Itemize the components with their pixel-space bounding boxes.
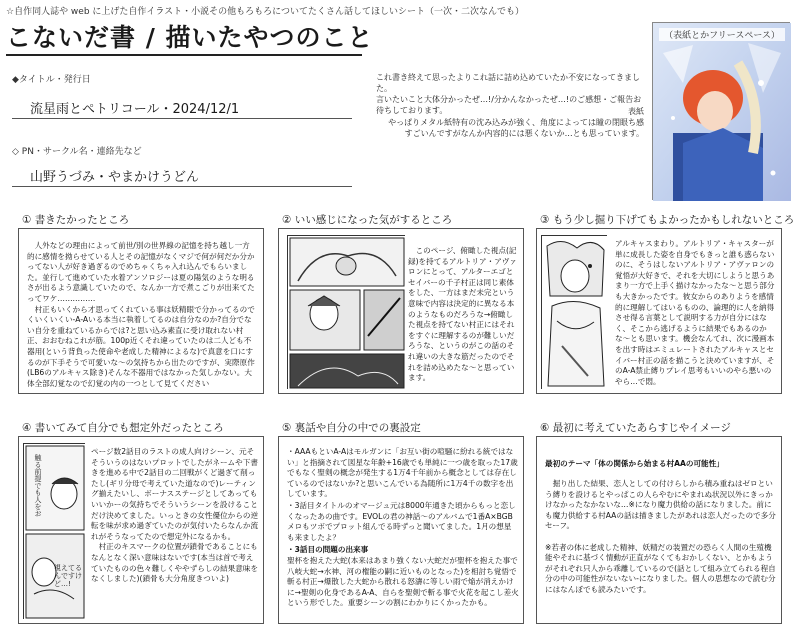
section-3-manga-panel bbox=[541, 235, 607, 389]
section-4-manga-panel bbox=[23, 443, 85, 619]
cover-illustration bbox=[653, 23, 791, 201]
free-space-label: （表紙とかフリースペース） bbox=[659, 28, 785, 41]
author-label: ◇ PN・サークル名・連絡先など bbox=[12, 147, 142, 157]
section-5-line-3: ・3話目の問題の出来事 bbox=[287, 545, 369, 554]
section-1-box bbox=[18, 228, 264, 394]
cover-caption: やっぱりメタル紙特有の沈み込みが強く、角度によっては瞳の閉眼ち感 すごいんですがなんか内容的には悪くないか…とも思っています。 bbox=[388, 118, 644, 138]
section-2-manga-page bbox=[287, 235, 405, 389]
speech-bubble-2: 視えてるんですけど…! bbox=[54, 564, 82, 588]
section-2-text: このページ、俯瞰した視点(記録)を持てるアルトリア・アヴァロンにとって、アルターエゴとセイバーの千子村正は同じ素体をした、一方はまだ未完という意味で内容は決定的に異なる本のようなものだろうな→俯瞰した視点を持てない村正にはそれをすぐに理解するのが難しいだろうな、というのがこの話のそれ違いの大きな筋だったのでそれを詰め込めたな〜と思っています。 bbox=[408, 246, 517, 383]
section-5-line-2: ・3話目タイトルのオマージュ元は8000年通きた頃からもっと恋しくなったあの曲です。EVOLの君の神話〜のアルバムで1番A×BGBメロもツボでプロット組んでる時ずっと聞いてました。1月の想星も来ましたよ？ bbox=[287, 501, 516, 542]
title-date-label: ◆タイトル・発行日 bbox=[12, 75, 91, 85]
cover-free-space bbox=[652, 22, 790, 200]
section-5-line-1: ・AAAもといA-Aはモルガンに「お互い街の喧騒に紛れる統ではない」と指摘されて図星な年齢+16歳でも単純に一つ歳を取った17歳でもなく聖剣の概念が発生する1万4千年前から概念としては存在しているのではないか?と思いこんでいる為随所に1万4千の数字を出しています。 bbox=[287, 447, 518, 499]
cover-label: 表紙 bbox=[628, 107, 644, 116]
section-2-title: ② いい感じになった気がするところ bbox=[282, 214, 453, 226]
page-title: こないだ書 / 描いたやつのこと bbox=[6, 23, 374, 52]
section-6-theme: 最初のテーマ「体の関係から始まる村AAの可能性」 bbox=[545, 459, 724, 468]
section-1-title: ① 書きたかったところ bbox=[22, 214, 130, 226]
section-1-text: 人外などの理由によって前世/別の世界線の記憶を持ち越し一方的に感情を拗らせている人とその記憶がなくマジで何が何だか分かってない人が好き過ぎるのでめちゃくちゃ入れ込んでもらいました。並行して進めていた水着アンソロジーは夏の陽気のような明るさが出るよう意識していたので、なんか一方で煮こごりが出来てたってワケ…………… 村正もいくから才思ってくれている事は妖精眼で分かってるのでくいくいくい-A-Aいる本当に執着してるのは自分なのか?自分でない自分を重ねているからでは?と思い込み素直に受け取れない村正、おおむねこれが筋。100p近くそれ違っていたのは二人ども不器用(という背負った使命や老成した精神によるな)で真意を口にするのが下手そうで可愛いな〜の気持ちから出たのですが、実際原作(LB6のアルキャス除き)そんな不器用ではなかった気しかない。大体全部幻覚なので幻覚の内の一つとして見てください bbox=[27, 241, 255, 388]
section-3-title: ③ もう少し掘り下げてもよかったかもしれないところ bbox=[540, 214, 795, 226]
section-6-title: ⑥ 最初に考えていたあらすじやイメージ bbox=[540, 422, 731, 434]
speech-bubble-1: 触る前提でも人をお bbox=[34, 454, 42, 517]
section-4-box bbox=[18, 436, 264, 624]
cover-note: これ書き終えて思ったよりこれ話に詰め込めていたか不安になってきました。 言いたいこと大体分かったぜ…!/分かんなかったぜ…!のご感想・ご報告お待ちしております。 bbox=[376, 73, 642, 115]
manga-panel-illustration bbox=[542, 236, 608, 390]
title-date-underline bbox=[12, 118, 352, 119]
manga-page-illustration bbox=[288, 236, 406, 390]
sheet-intro: ☆自作同人誌や web に上げた自作イラスト・小説その他もろもろについてたくさん話してほしいシート（一次・二次なんでも） bbox=[6, 7, 524, 17]
section-3-box bbox=[536, 228, 782, 394]
section-4-title: ④ 書いてみて自分でも想定外だったところ bbox=[22, 422, 224, 434]
section-5-box bbox=[278, 436, 527, 624]
section-4-text: ページ数2話目のラストの成人向けシーン、元そそういうのはないプロットでしたがネームや下書きを進める中で2話目の二回戦がくど過ぎて削ったし(ギリ分母で考えていた道なので)レーティング揃えたいし、ボーナスステージとしてあってもいいかーの気持ちでそういうシーンを設けることだけ決めてました。いっときの女性優位からの逆転を味が求め過ぎていたのが気付いたらなんか流れがそうなってたので想定外になるかも。 村正のキスマークの位置が鎖骨であることにもなんとなく深い意味はないです(本当は首で考えていたものの色々難しくややずらしの結果意味をなくしました)(鎖骨も大分角度きついよ) bbox=[91, 447, 259, 584]
section-3-text: アルキャスまわり。アルトリア・キャスターが単に成長した姿を自身でもきっと誰も惑らないのに、そうはしないアルトリア・アヴァロンの覚悟が大好きで、それを大切にしようと思うあまり一方で上手く描けなかったな〜と思う部分も大きかったです。彼女からのありようを感情的に理解してはいるものの、論理的に人を納得させ得る言葉として説明する力が自分にはなく、そこから逃げるように結果でもあるのかな〜とも思います。機会なんてれ、次に漫画本を出す時はエミュレートされたアルキャスとセイバー村正の話を描こうと決めていますが、そのA-A禁止縛りプレイ思考もいいのやら悪いのやら…で悶。 bbox=[615, 239, 775, 386]
section-6-text: 掘り出した結果、恋人としての付けらしから積み重ねはゼロという縛りを設けるとやっぱこの人らやむにやまれぬ状況以外にきっかけなかったなかないな…※になり魔力供給の話になりました。前にも魔力供給する村AAの話は描きましたがあれは恋人だったので多分セーフ。 ※若者の体に老成した精神、妖精だの装置だの恐らく人間の生殖機能やそれに基づく情動が正直がなくてもおかしくない、とかもようがそれぞれ只人から乖離しているので(話として組み立てられる程自分の中の可能性がないない-になりました。個人の思想なので読む分にはなんぼでも読みたいです。 bbox=[545, 479, 776, 594]
author-value: 山野うづみ・やまかけうどん bbox=[30, 170, 200, 185]
author-underline bbox=[12, 186, 352, 187]
section-6-box bbox=[536, 436, 782, 624]
section-5-line-4: 聖杯を抱えた大蛇(本来はあまり強くない大蛇だが聖杯を抱えた事で八岐大蛇→水神、河の権能の嗣に近いものとなった)を相討ち覚悟で斬る村正→爆散した大蛇から散れる怒濤に等しい雨で焔が消えかけに→聖剣の化身であるA-A、自らを聖剣で斬る事で火花を起こし差火 という形でした。重要シーンの割にわかりにくかったかも。 bbox=[287, 556, 527, 608]
section-5-title: ⑤ 裏話や自分の中での裏設定 bbox=[282, 422, 421, 434]
title-date-value: 流星雨とペトリコール・2024/12/1 bbox=[30, 102, 240, 117]
title-underline bbox=[6, 54, 362, 56]
